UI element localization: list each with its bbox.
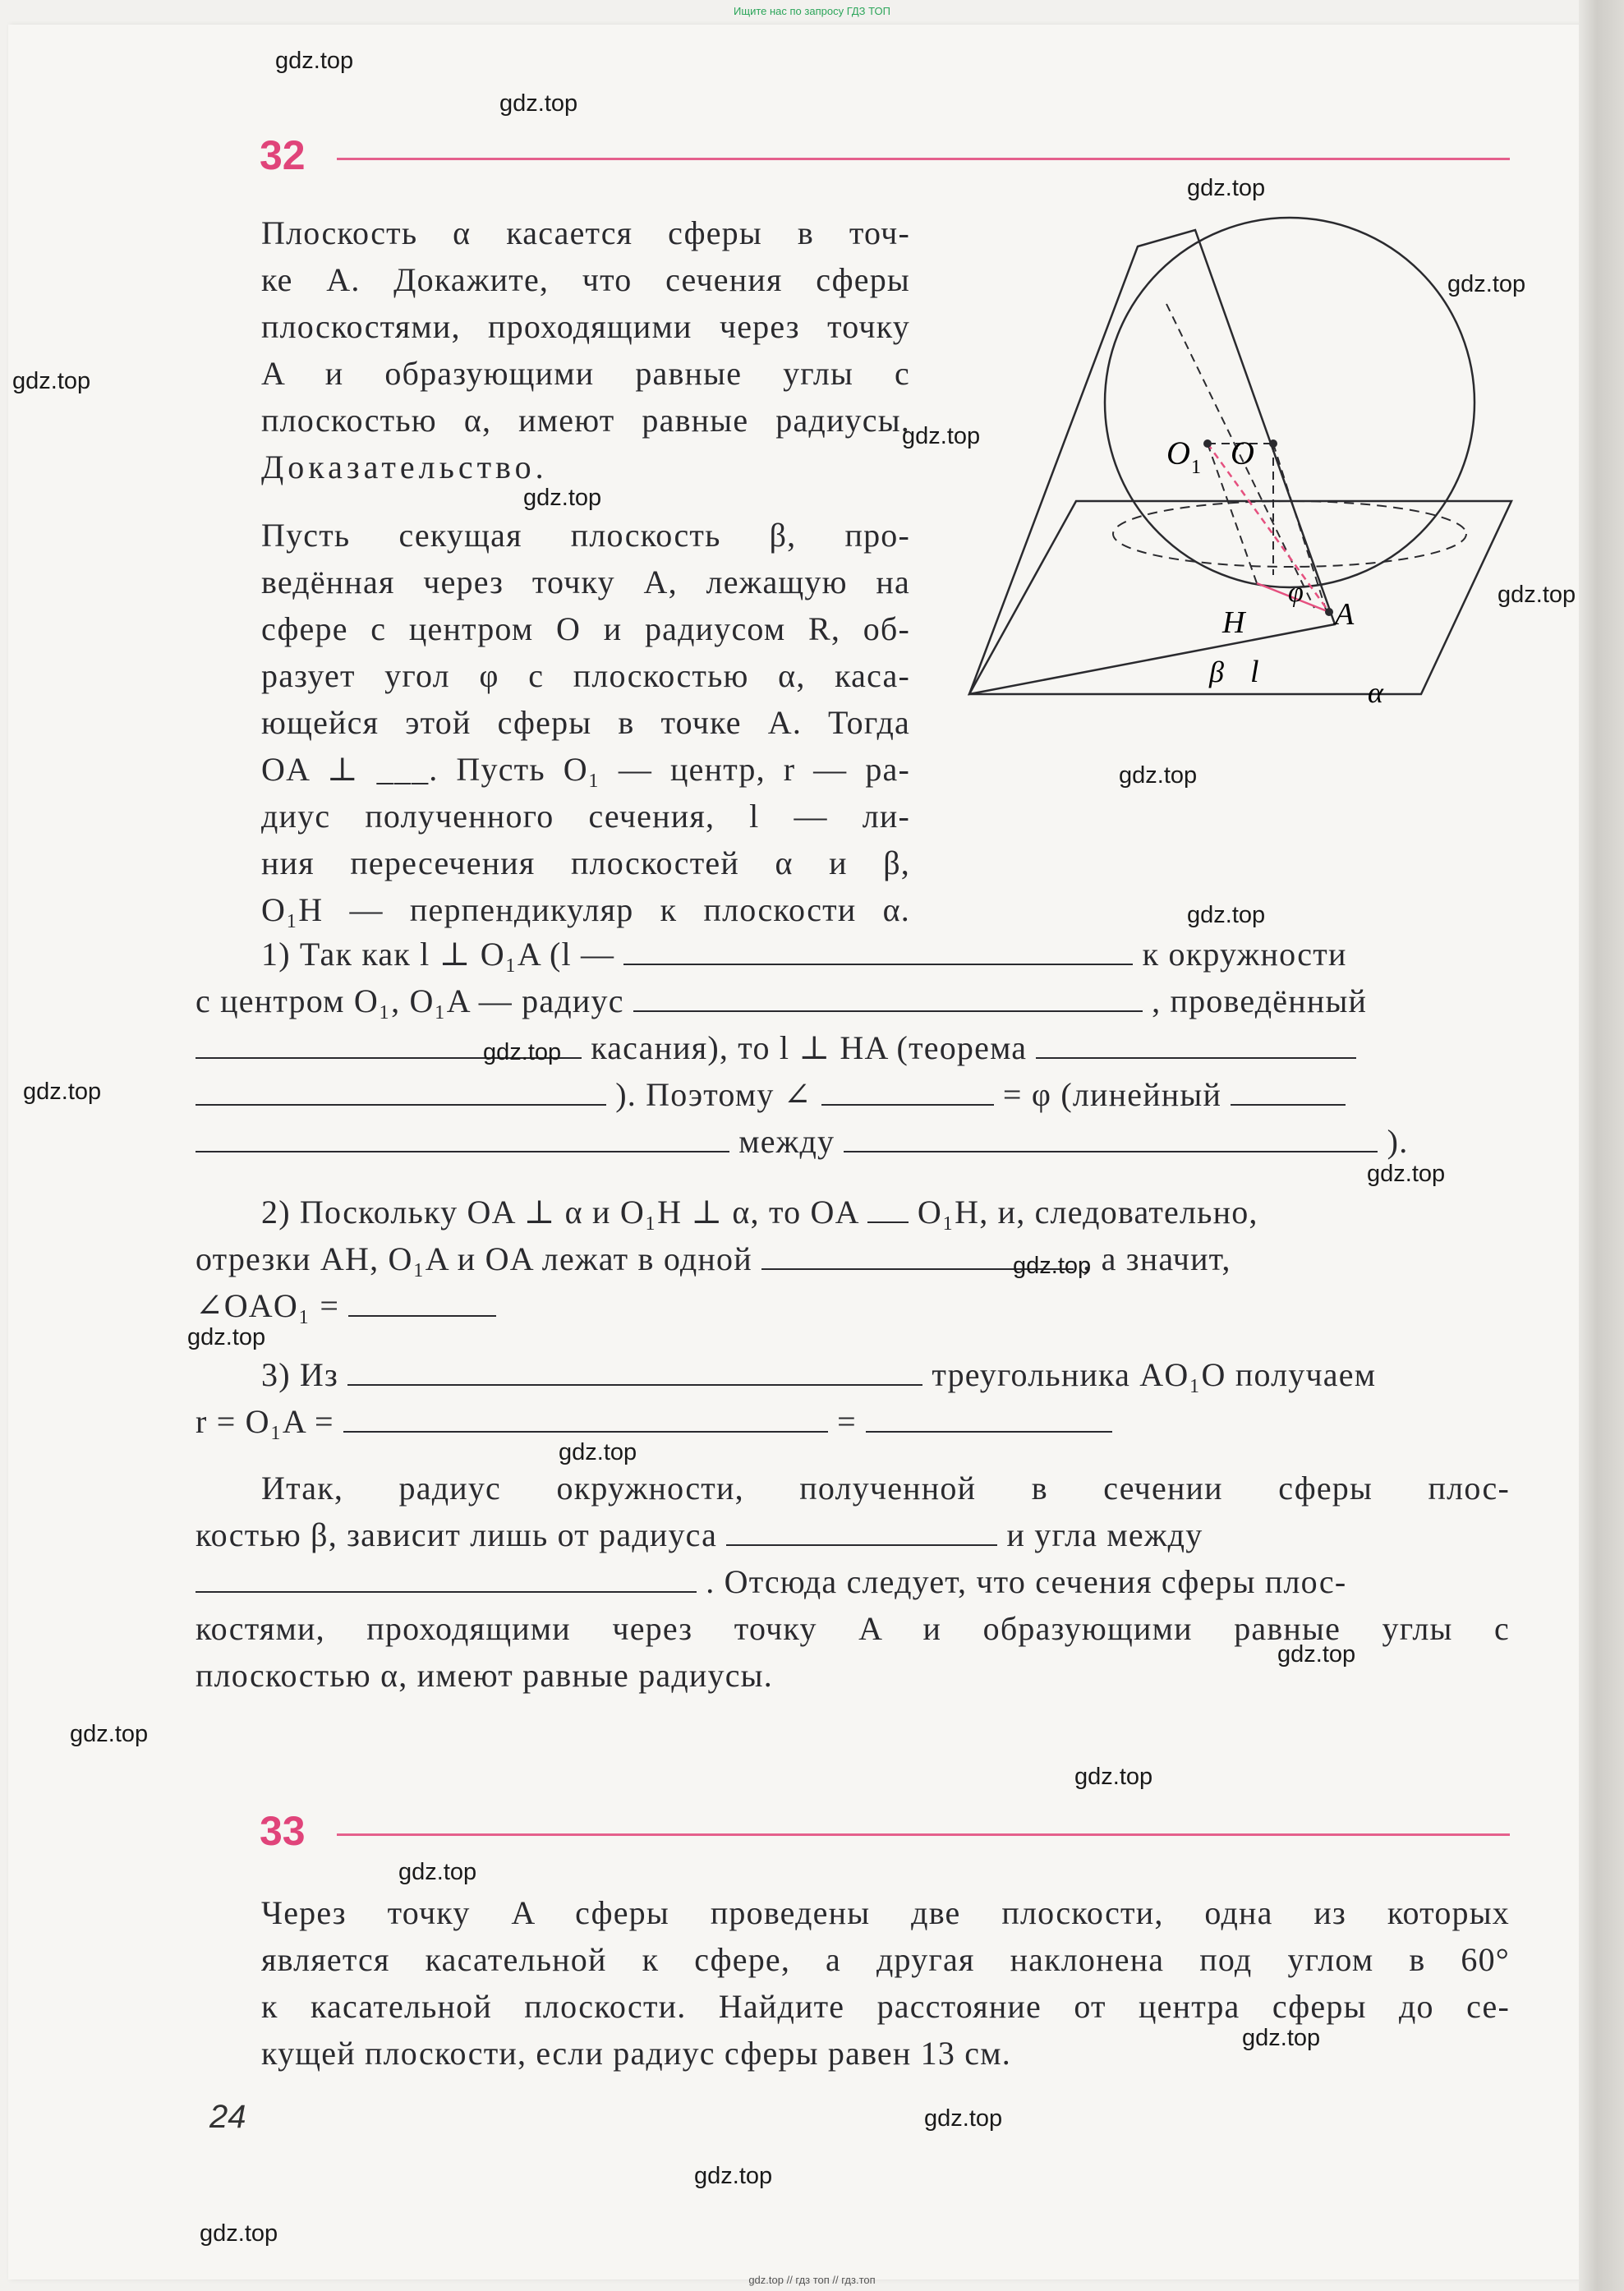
step-1-text: ).	[1387, 1123, 1409, 1160]
watermark: gdz.top	[187, 1324, 266, 1350]
step-3	[196, 1351, 1510, 1445]
problem-33-line: Через точку A сферы проведены две плоскости, одна из которых	[261, 1894, 1510, 1931]
page-edge	[1579, 0, 1624, 2291]
problem-33-line: к касательной плоскости. Найдите расстояние от центра сферы до се-	[261, 1988, 1510, 2025]
proof-line: диус полученного сечения, l — ли-	[261, 798, 910, 835]
point-o1	[1203, 439, 1212, 448]
page-number: 24	[209, 2099, 246, 2135]
watermark: gdz.top	[1367, 1161, 1446, 1187]
step-1-text: , проведённый	[1152, 982, 1368, 1019]
problem-number-32: 32	[260, 132, 306, 178]
proof-line: O₁H — перпендикуляр к плоскости α.	[261, 891, 910, 928]
answer-blank[interactable]	[1231, 1071, 1346, 1106]
step-2-text: O₁H, и, следовательно,	[917, 1194, 1258, 1231]
step-3-text: треугольника AO₁O получаем	[932, 1356, 1377, 1393]
problem-32-rule	[337, 158, 1510, 160]
proof-line: разует угол φ с плоскостью α, каса-	[261, 657, 910, 694]
step-1-text: между	[738, 1123, 835, 1160]
watermark: gdz.top	[1187, 902, 1266, 928]
proof-line: сфере с центром O и радиусом R, об-	[261, 610, 910, 647]
watermark: gdz.top	[1242, 2025, 1321, 2051]
watermark: gdz.top	[200, 2220, 278, 2247]
watermark: gdz.top	[1013, 1253, 1092, 1279]
answer-blank[interactable]	[196, 1071, 606, 1106]
watermark: gdz.top	[902, 423, 981, 449]
label-o: O	[1231, 435, 1254, 472]
step-1-text: с центром O₁, O₁A — радиус	[196, 982, 624, 1019]
watermark: gdz.top	[70, 1721, 149, 1747]
step-1-line-1	[261, 931, 1510, 978]
problem-33-rule	[337, 1833, 1510, 1836]
point-a	[1325, 608, 1333, 616]
step-1-text: 1) Так как l ⊥ O₁A (l —	[261, 936, 615, 973]
proof-intro	[261, 512, 910, 933]
answer-blank[interactable]	[196, 1558, 697, 1593]
proof-line: OA ⊥ ___. Пусть O₁ — центр, r — ра-	[261, 751, 910, 788]
step-2-line-2	[196, 1235, 1510, 1282]
step-1-text: к окружности	[1142, 936, 1347, 973]
label-phi: φ	[1288, 577, 1304, 608]
step-3-text: =	[837, 1403, 857, 1440]
step-2-line-3	[196, 1282, 1510, 1329]
watermark: gdz.top	[275, 48, 354, 74]
step-3-text: 3) Из	[261, 1356, 339, 1393]
watermark: gdz.top	[523, 485, 602, 511]
label-o1: O	[1166, 435, 1190, 472]
answer-blank[interactable]	[866, 1398, 1112, 1433]
proof-heading: Доказательство.	[261, 449, 548, 485]
plane-beta	[969, 230, 1335, 694]
point-o	[1269, 439, 1277, 448]
step-1-text: = φ (линейный	[1002, 1076, 1222, 1113]
answer-blank[interactable]	[867, 1189, 909, 1223]
watermark: gdz.top	[398, 1859, 477, 1885]
step-1-line-5	[196, 1118, 1510, 1165]
statement-line: ке A. Докажите, что сечения сферы	[261, 261, 910, 298]
step-1	[196, 931, 1510, 1165]
problem-33-statement	[261, 1889, 1510, 2077]
sphere-figure	[961, 197, 1520, 723]
statement-line: плоскостью α, имеют равные радиусы.	[261, 402, 910, 439]
watermark: gdz.top	[1074, 1764, 1153, 1790]
step-1-line-3	[196, 1024, 1510, 1071]
watermark: gdz.top	[1447, 271, 1526, 297]
statement-line: плоскостями, проходящими через точку	[261, 308, 910, 345]
top-banner: Ищите нас по запросу ГДЗ ТОП	[734, 5, 890, 17]
bottom-banner: gdz.top // гдз топ // гдз.топ	[748, 2274, 876, 2286]
label-a: A	[1335, 597, 1355, 632]
step-1-text: ). Поэтому ∠	[615, 1076, 812, 1113]
watermark: gdz.top	[694, 2163, 773, 2189]
statement-line: Плоскость α касается сферы в точ-	[261, 214, 910, 251]
watermark: gdz.top	[924, 2105, 1003, 2132]
watermark: gdz.top	[559, 1439, 637, 1465]
statement-line: A и образующими равные углы с	[261, 355, 910, 392]
label-alpha: α	[1368, 676, 1383, 709]
label-h: H	[1222, 605, 1245, 640]
watermark: gdz.top	[1187, 175, 1266, 201]
step-1-text: касания), то l ⊥ HA (теорема	[591, 1029, 1028, 1066]
step-3-line-1	[261, 1351, 1510, 1398]
step-3-line-2	[196, 1398, 1510, 1445]
conclusion-line-2	[196, 1511, 1510, 1558]
step-2-text: , а значит,	[1083, 1240, 1231, 1277]
label-o1-sub: 1	[1191, 457, 1201, 478]
label-beta: β	[1209, 656, 1224, 688]
step-1-line-2	[196, 978, 1510, 1024]
conclusion-text: и угла между	[1006, 1516, 1203, 1553]
proof-line: ведённая через точку A, лежащую на	[261, 564, 910, 600]
step-2	[196, 1189, 1510, 1329]
watermark: gdz.top	[1497, 582, 1576, 608]
problem-32-statement	[261, 209, 910, 490]
watermark: gdz.top	[1277, 1641, 1356, 1668]
step-2-line-1	[261, 1189, 1510, 1235]
answer-blank[interactable]	[623, 931, 1133, 965]
answer-blank[interactable]	[196, 1118, 729, 1152]
conclusion-line: костями, проходящими через точку A и образующими равные углы с	[196, 1610, 1510, 1647]
conclusion-line: плоскостью α, имеют равные радиусы.	[196, 1657, 773, 1694]
answer-blank[interactable]	[1036, 1024, 1356, 1059]
answer-blank[interactable]	[347, 1351, 922, 1386]
label-l: l	[1250, 655, 1259, 689]
conclusion-text: костью β, зависит лишь от радиуса	[196, 1516, 718, 1553]
watermark: gdz.top	[12, 368, 91, 394]
sphere-outline	[1105, 218, 1474, 587]
step-1-line-4	[196, 1071, 1510, 1118]
proof-line: Пусть секущая плоскость β, про-	[261, 517, 910, 554]
step-3-text: r = O₁A =	[196, 1403, 334, 1440]
problem-number-33: 33	[260, 1808, 306, 1854]
plane-alpha	[969, 501, 1511, 694]
proof-line: ния пересечения плоскостей α и β,	[261, 844, 910, 881]
watermark: gdz.top	[1119, 762, 1198, 789]
step-2-text: 2) Поскольку OA ⊥ α и O₁H ⊥ α, то OA	[261, 1194, 858, 1231]
answer-blank[interactable]	[633, 978, 1143, 1012]
conclusion-text: . Отсюда следует, что сечения сферы плос-	[706, 1563, 1347, 1600]
conclusion-line-3	[196, 1558, 1510, 1605]
answer-blank[interactable]	[726, 1511, 997, 1546]
step-2-text: отрезки AH, O₁A и OA лежат в одной	[196, 1240, 752, 1277]
conclusion-line: Итак, радиус окружности, полученной в сечении сферы плос-	[261, 1470, 1510, 1507]
watermark: gdz.top	[499, 90, 578, 117]
watermark: gdz.top	[483, 1039, 562, 1065]
problem-33-line: кущей плоскости, если радиус сферы равен 13 см.	[261, 2035, 1011, 2072]
answer-blank[interactable]	[343, 1398, 828, 1433]
watermark: gdz.top	[23, 1079, 102, 1105]
answer-blank[interactable]	[348, 1282, 496, 1317]
proof-line: ющейся этой сферы в точке A. Тогда	[261, 704, 910, 741]
problem-33-line: является касательной к сфере, а другая наклонена под углом в 60°	[261, 1941, 1510, 1978]
answer-blank[interactable]	[844, 1118, 1378, 1152]
step-2-text: ∠OAO₁ =	[196, 1287, 340, 1324]
answer-blank[interactable]	[821, 1071, 994, 1106]
